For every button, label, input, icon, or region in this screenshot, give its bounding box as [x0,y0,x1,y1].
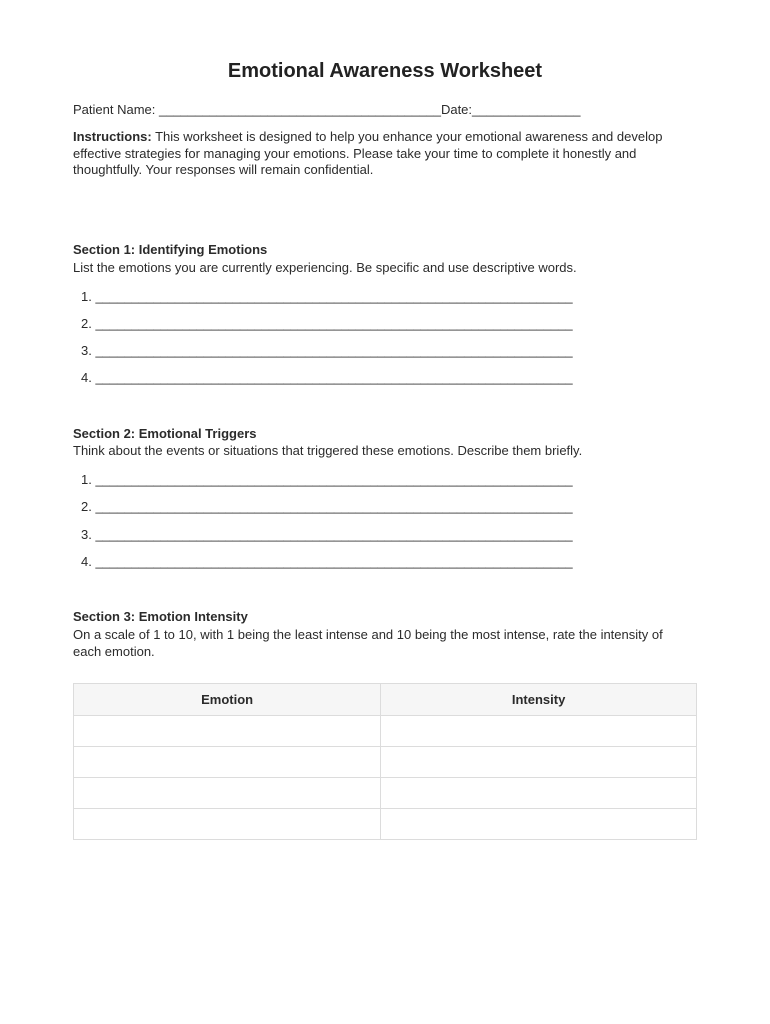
section-2-item-3[interactable]: 3. __________________________________________________________________ [81,527,573,542]
intensity-cell[interactable] [381,778,697,809]
table-header-row [74,684,697,716]
section-2-item-2[interactable]: 2. __________________________________________________________________ [81,499,573,514]
emotion-cell[interactable] [74,716,381,747]
intensity-cell[interactable] [381,809,697,840]
emotion-intensity-table [73,683,697,840]
section-2-title: Section 2: Emotional Triggers [73,426,257,441]
table-row [74,747,697,778]
table-row [74,778,697,809]
table-row [74,716,697,747]
emotion-cell[interactable] [74,747,381,778]
section-1-item-3[interactable]: 3. __________________________________________________________________ [81,343,573,358]
section-2-item-1[interactable]: 1. __________________________________________________________________ [81,472,573,487]
emotion-column-header: Emotion [74,684,381,716]
emotion-cell[interactable] [74,809,381,840]
section-2-item-4[interactable]: 4. __________________________________________________________________ [81,554,573,569]
section-1-item-1[interactable]: 1. __________________________________________________________________ [81,289,573,304]
section-1-item-4[interactable]: 4. __________________________________________________________________ [81,370,573,385]
patient-name-date-line[interactable]: Patient Name: _______________________________________Date:_______________ [73,102,581,117]
emotion-cell[interactable] [74,778,381,809]
intensity-column-header: Intensity [381,684,697,716]
instructions [73,129,693,179]
section-1-item-2[interactable]: 2. __________________________________________________________________ [81,316,573,331]
page-title: Emotional Awareness Worksheet [227,60,543,82]
section-1-prompt: List the emotions you are currently experiencing. Be specific and use descriptive words. [73,260,577,275]
section-3-prompt: On a scale of 1 to 10, with 1 being the least intense and 10 being the most intense, rate the intensity of each emotion. [73,627,663,659]
intensity-cell[interactable] [381,716,697,747]
section-2-prompt: Think about the events or situations that triggered these emotions. Describe them briefly. [73,443,583,458]
instructions-label: Instructions: [73,129,152,144]
intensity-cell[interactable] [381,747,697,778]
section-3-title: Section 3: Emotion Intensity [73,609,248,624]
table-row [74,809,697,840]
instructions-text: This worksheet is designed to help you enhance your emotional awareness and develop effective strategies for managing your emotions. Please take your time to complete it honestly and thoughtfully. Your responses will remain confidential. [73,129,663,177]
section-1-title: Section 1: Identifying Emotions [73,242,268,257]
